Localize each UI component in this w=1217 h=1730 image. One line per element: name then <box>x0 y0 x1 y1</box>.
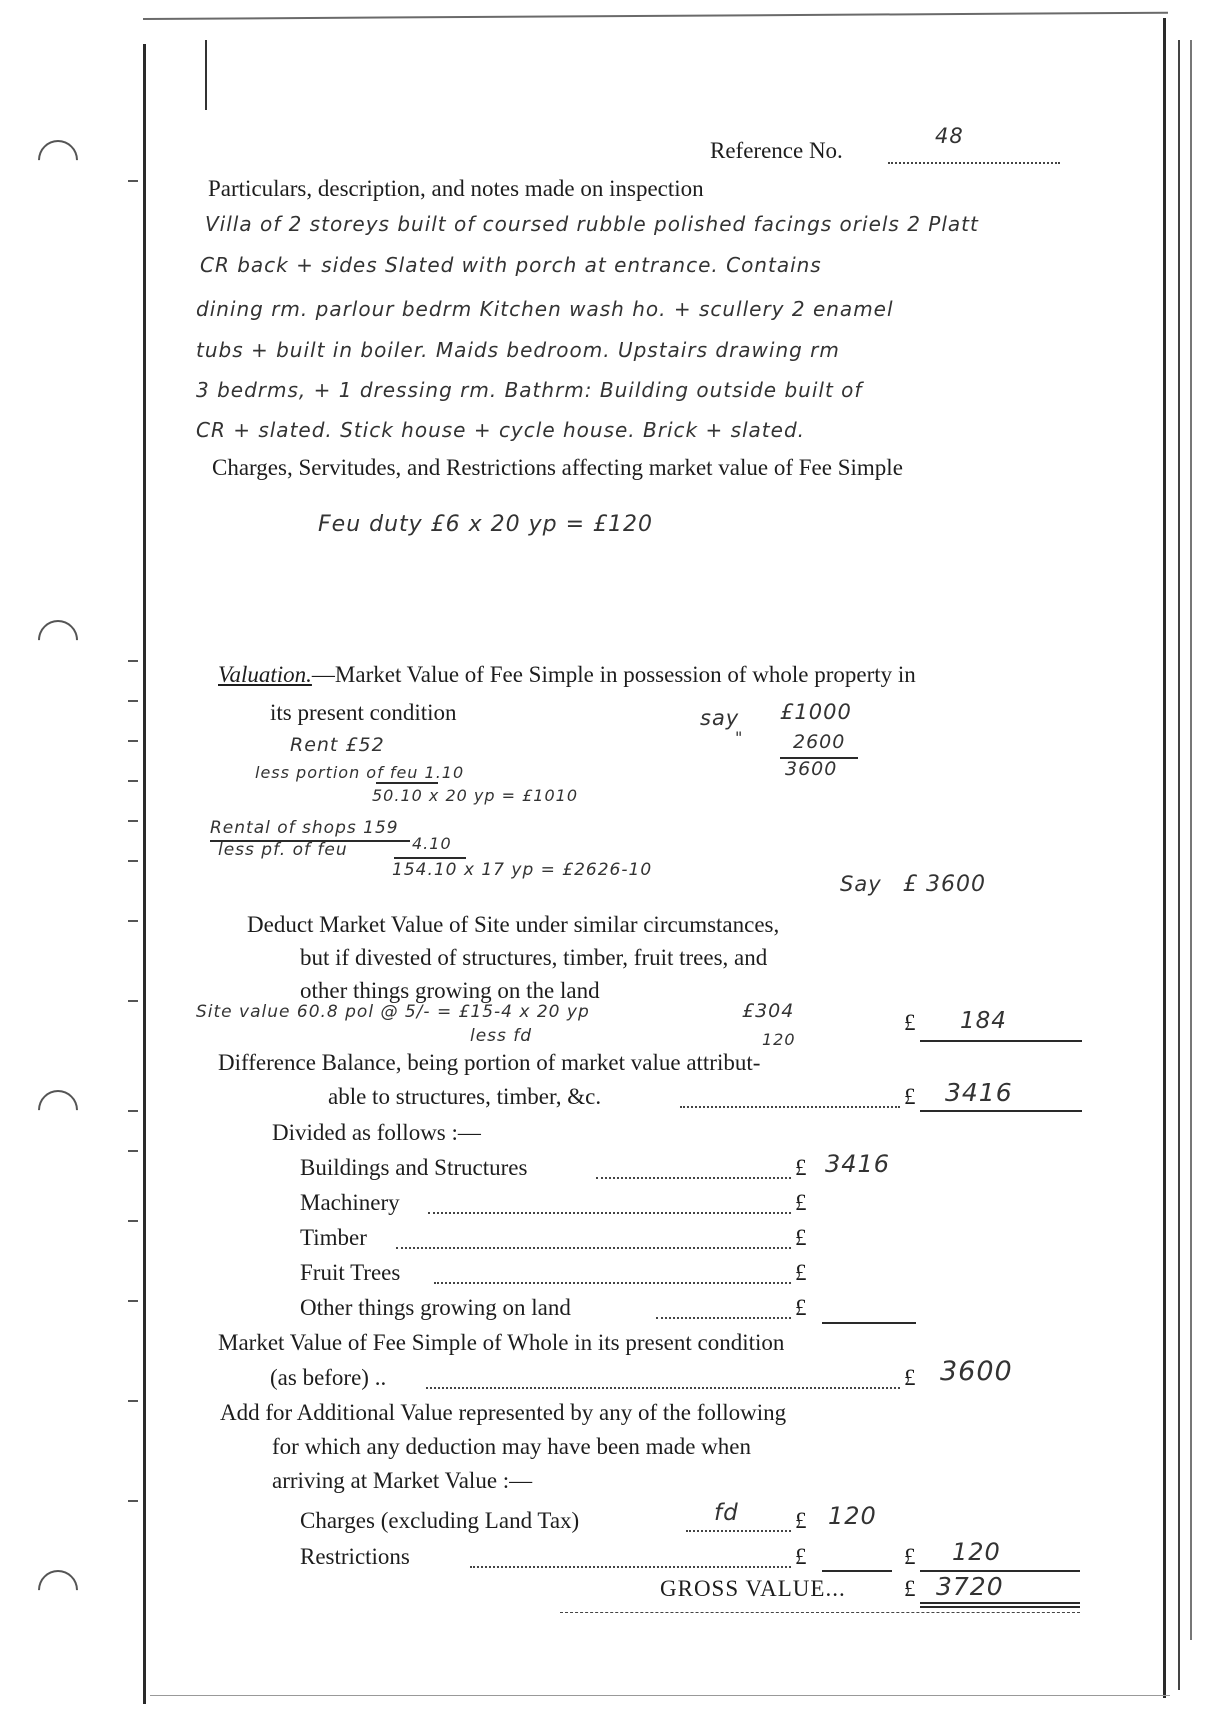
restrictions-currency: £ <box>795 1544 807 1569</box>
particulars-line: Villa of 2 storeys built of coursed rubble polished facings oriels 2 Platt <box>205 212 979 236</box>
divided-item-label: Buildings and Structures <box>300 1155 528 1180</box>
divided-item-currency: £ <box>795 1225 807 1250</box>
valuation-heading-line2: its present condition <box>270 700 457 725</box>
value-rule <box>822 1322 916 1324</box>
less-fd: less fd <box>470 1026 533 1046</box>
market-value-line2: (as before) .. <box>270 1365 387 1390</box>
difference-line1: Difference Balance, being portion of market value attribut- <box>218 1050 761 1075</box>
leader-dots <box>656 1317 791 1319</box>
particulars-heading: Particulars, description, and notes made on inspection <box>208 176 704 201</box>
say-value-1: £1000 <box>780 700 852 724</box>
leader-dots <box>426 1387 900 1389</box>
additional-line2: for which any deduction may have been made when <box>272 1434 751 1459</box>
margin-tick <box>128 820 138 822</box>
margin-tick <box>128 1150 138 1152</box>
margin-tick <box>128 700 138 702</box>
shops-calc: 154.10 x 17 yp = £2626-10 <box>392 860 653 880</box>
ditto-mark: " <box>735 728 744 747</box>
restrictions-label: Restrictions <box>300 1544 410 1569</box>
reference-value: 48 <box>935 124 964 148</box>
divided-item-currency: £ <box>795 1260 807 1285</box>
leader-dots <box>686 1530 791 1532</box>
value-rule <box>920 1110 1082 1112</box>
leader-dots <box>596 1177 791 1179</box>
margin-tick <box>128 1220 138 1222</box>
divided-heading: Divided as follows :— <box>272 1120 481 1145</box>
page-edge <box>1178 40 1180 1690</box>
charges-currency: £ <box>795 1508 807 1533</box>
margin-tick <box>128 660 138 662</box>
punch-hole <box>30 1082 87 1139</box>
leader-dots <box>434 1282 791 1284</box>
site-value-calc: Site value 60.8 pol @ 5/- = £15-4 x 20 yp <box>196 1002 590 1022</box>
punch-hole <box>30 612 87 669</box>
deduct-line1: Deduct Market Value of Site under similar circumstances, <box>247 912 780 937</box>
divided-item-value: 3416 <box>825 1150 891 1178</box>
divided-item-currency: £ <box>795 1190 807 1215</box>
divided-item-currency: £ <box>795 1295 807 1320</box>
gross-value-currency: £ <box>904 1576 916 1601</box>
less-amount: 120 <box>762 1030 796 1049</box>
less-pf: less pf. of feu <box>218 840 348 860</box>
divided-item-label: Machinery <box>300 1190 400 1215</box>
particulars-line: CR back + sides Slated with porch at entrance. Contains <box>200 253 822 277</box>
margin-tick <box>128 1400 138 1402</box>
particulars-line: dining rm. parlour bedrm Kitchen wash ho. + scullery 2 enamel <box>196 297 894 321</box>
deduct-line3: other things growing on the land <box>300 978 600 1003</box>
margin-tick <box>128 1110 138 1112</box>
leader-dots <box>680 1106 900 1108</box>
punch-hole <box>30 132 87 189</box>
margin-tick <box>128 860 138 862</box>
page-edge <box>1190 40 1192 1640</box>
less-portion: less portion of feu 1.10 <box>255 763 465 782</box>
particulars-line: tubs + built in boiler. Maids bedroom. Upstairs drawing rm <box>196 338 840 362</box>
valuation-label: Valuation. <box>218 662 312 687</box>
page-edge <box>143 12 1168 20</box>
difference-currency: £ <box>904 1084 916 1109</box>
rent-line: Rent £52 <box>290 734 385 756</box>
gross-value-label: GROSS VALUE... <box>660 1576 846 1601</box>
say2-value: £ 3600 <box>903 872 986 897</box>
say-label: say <box>700 706 740 730</box>
market-value-currency: £ <box>904 1365 916 1390</box>
gross-value-value: 3720 <box>936 1572 1004 1601</box>
particulars-line: 3 bedrms, + 1 dressing rm. Bathrm: Building outside built of <box>196 378 863 402</box>
margin-tick <box>128 740 138 742</box>
divided-item-label: Fruit Trees <box>300 1260 401 1285</box>
page-edge <box>1163 18 1166 1698</box>
reference-dotted-line <box>888 162 1060 164</box>
divided-item-label: Other things growing on land <box>300 1295 571 1320</box>
divided-item-label: Timber <box>300 1225 367 1250</box>
margin-tick <box>128 180 138 182</box>
punch-hole <box>30 1562 87 1619</box>
say-value-2: 2600 <box>793 731 846 753</box>
additional-total-currency: £ <box>904 1544 916 1569</box>
sum-rule <box>394 857 466 859</box>
deduct-line2: but if divested of structures, timber, fruit trees, and <box>300 945 768 970</box>
charges-note: Feu duty £6 x 20 yp = £120 <box>318 512 654 537</box>
value-rule <box>920 1606 1080 1608</box>
say-total: 3600 <box>785 758 838 780</box>
additional-line1: Add for Additional Value represented by any of the following <box>220 1400 787 1425</box>
value-rule <box>920 1602 1080 1604</box>
charges-note-fd: fd <box>714 1500 739 1526</box>
pf-amount: 4.10 <box>412 834 452 853</box>
divided-item-currency: £ <box>795 1155 807 1180</box>
charges-heading: Charges, Servitudes, and Restrictions affecting market value of Fee Simple <box>212 455 903 480</box>
sum-rule <box>376 782 438 784</box>
margin-tick <box>128 1300 138 1302</box>
additional-line3: arriving at Market Value :— <box>272 1468 533 1493</box>
difference-value: 3416 <box>945 1078 1013 1107</box>
binder-margin <box>0 0 120 1730</box>
additional-total-value: 120 <box>952 1538 1001 1566</box>
leader-dots <box>428 1212 791 1214</box>
valuation-heading <box>218 662 916 688</box>
say2-label: Say <box>840 872 882 896</box>
rent-calc: 50.10 x 20 yp = £1010 <box>372 786 578 805</box>
value-rule <box>920 1040 1082 1042</box>
charges-land-tax-label: Charges (excluding Land Tax) <box>300 1508 580 1533</box>
deduct-value: 184 <box>960 1008 1007 1034</box>
margin-tick <box>128 1500 138 1502</box>
charges-value: 120 <box>828 1502 877 1530</box>
bottom-rule <box>560 1612 1080 1613</box>
reference-label: Reference No. <box>710 138 843 163</box>
page-edge <box>150 1695 1170 1696</box>
market-value-line1: Market Value of Fee Simple of Whole in its present condition <box>218 1330 785 1355</box>
rental-shops: Rental of shops 159 <box>210 818 399 838</box>
value-rule <box>822 1570 892 1572</box>
site-total: £304 <box>742 1000 795 1022</box>
particulars-line: CR + slated. Stick house + cycle house. Brick + slated. <box>196 418 805 442</box>
leader-dots <box>470 1566 791 1568</box>
margin-tick <box>128 920 138 922</box>
page-edge <box>143 44 146 1704</box>
valuation-heading-rest: —Market Value of Fee Simple in possession of whole property in <box>311 662 916 687</box>
deduct-currency: £ <box>904 1010 916 1035</box>
pencil-mark <box>205 40 207 110</box>
difference-line2: able to structures, timber, &c. <box>328 1084 602 1109</box>
margin-tick <box>128 1000 138 1002</box>
market-value-value: 3600 <box>940 1356 1013 1387</box>
leader-dots <box>396 1247 791 1249</box>
margin-tick <box>128 780 138 782</box>
